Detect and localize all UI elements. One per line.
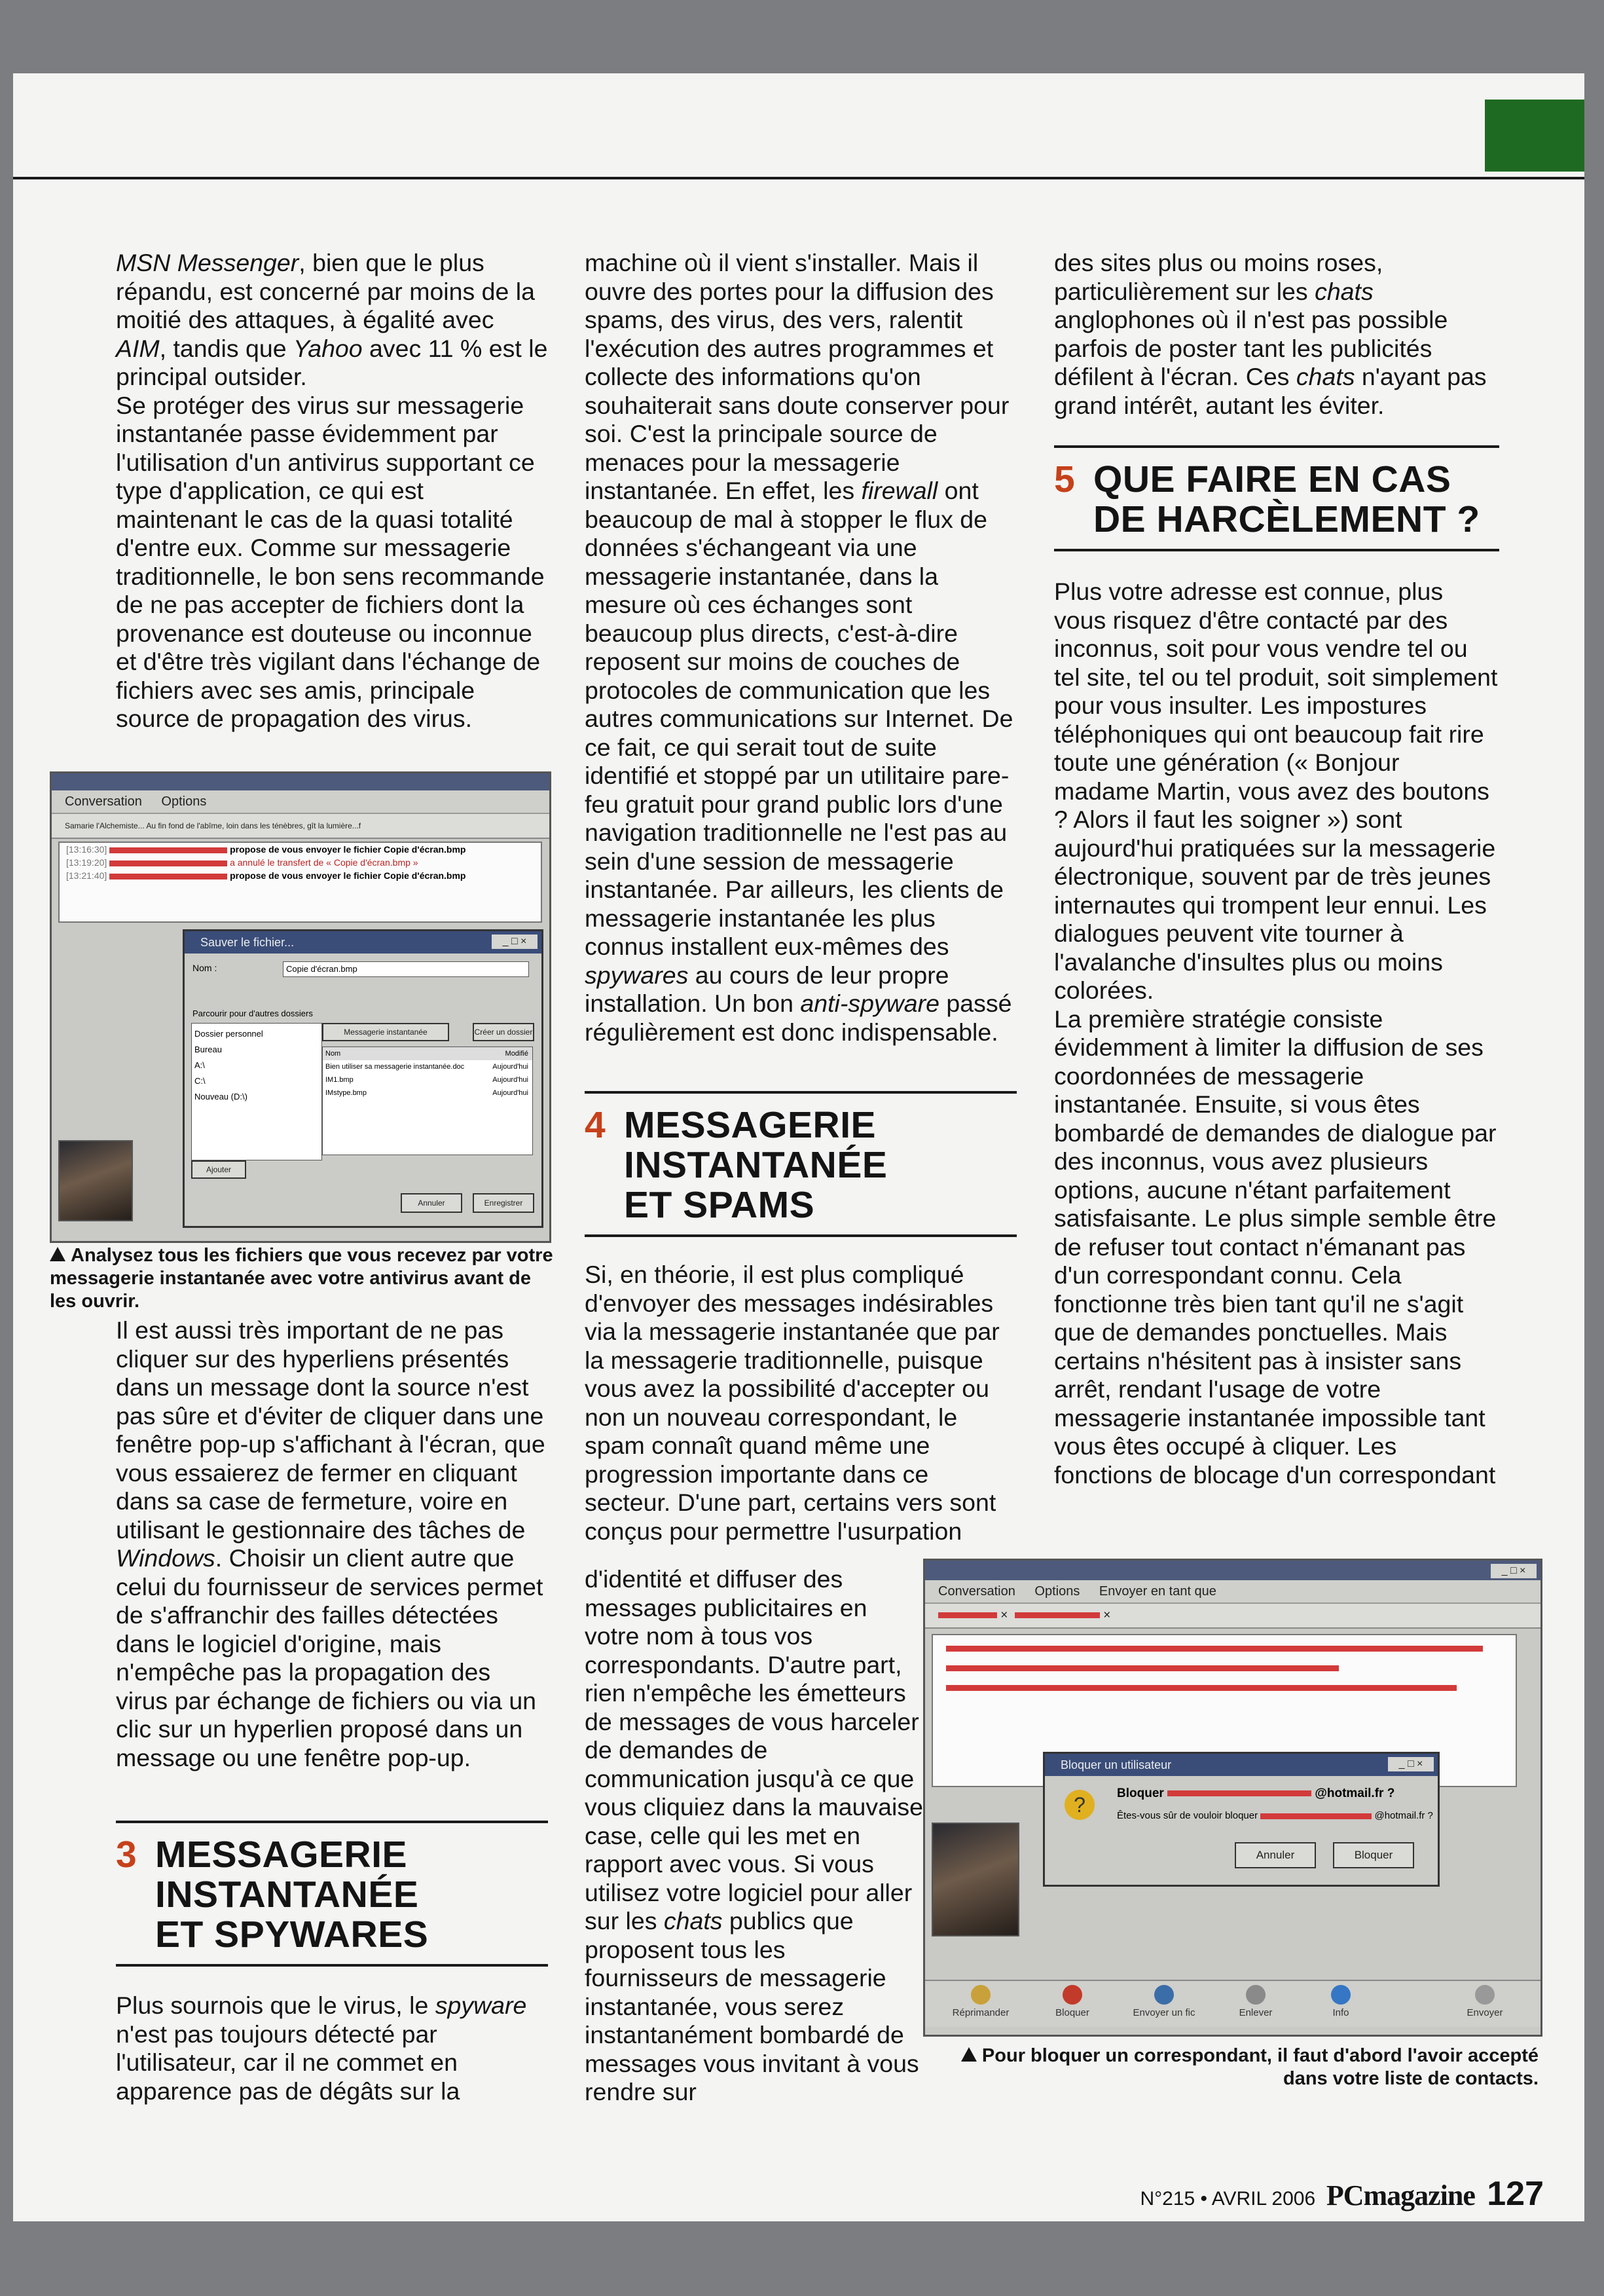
conversation-tab-label: Samarie l'Alchemiste... Au fin fond de l'abîme, loin dans les ténèbres, gît la lumière...f — [65, 821, 361, 830]
screenshot2-toolbar — [925, 1980, 1540, 2027]
remove-icon[interactable]: Enlever — [1220, 1985, 1292, 2018]
block-icon[interactable]: Bloquer — [1036, 1985, 1108, 2018]
section-4-top-rule — [585, 1091, 1017, 1094]
screenshot1-chat-log — [58, 842, 542, 923]
file-list-header: Nom Modifié — [323, 1047, 532, 1060]
section-title: QUE FAIRE EN CAS DE HARCÈLEMENT ? — [1093, 458, 1480, 540]
screenshot2-menu — [925, 1580, 1540, 1604]
caption-screenshot-2: Pour bloquer un correspondant, il faut d'abord l'avoir accepté dans votre liste de contacts. — [949, 2045, 1539, 2090]
block-question: Êtes-vous sûr de vouloir bloquer @hotmail.fr ? — [1117, 1810, 1433, 1821]
column-1 — [116, 249, 548, 733]
column-2 — [585, 249, 1017, 1046]
save-dialog-titlebar: Sauver le fichier... _ □ × — [185, 931, 541, 954]
block-user-dialog — [1043, 1752, 1440, 1887]
col1-intro: MSN Messenger, bien que le plus répandu, est concerné par moins de la moitié des attaques, à égalité avec AIM, tandis que Yahoo avec 11 % est le principal outsider. Se protéger des virus sur messagerie instantanée passe évidemment par l'utilisation d'un antivirus supportant ce type d'application, ce qui est maintenant le cas de la quasi totalité d'entre eux. Comme sur messagerie traditionnelle, le bon sens recommande de ne pas accepter de fichiers dont la provenance est douteuse ou inconnue et d'être très vigilant dans l'échange de fichiers avec ses amis, principale source de propagation des virus. — [116, 249, 548, 732]
chat-line: [13:19:20] a annulé le transfert de « Copie d'écran.bmp » — [66, 857, 418, 868]
menu-conversation[interactable]: Conversation — [65, 794, 142, 809]
block-button[interactable]: Bloquer — [1333, 1842, 1414, 1868]
issue-date: N°215 • AVRIL 2006 — [1140, 2188, 1316, 2210]
chat-line: [13:16:30] propose de vous envoyer le fichier Copie d'écran.bmp — [66, 844, 466, 855]
section-5-bottom-rule — [1054, 549, 1499, 551]
info-icon[interactable]: Info — [1305, 1985, 1377, 2018]
section-4-body-b: d'identité et diffuser des messages publicitaires en votre nom à tous vos correspondants. D'autre part, rien n'empêche les émetteurs de messages de vous harceler de demandes de communication jusqu'à ce que vous cliquiez dans la mauvaise case, celle qui les met en rapport avec vous. Si vous utilisez votre logiciel pour aller sur les chats publics que proposent tous les fournisseurs de messagerie instantanée, vous serez instantanément bombardé de messages vous invitant à vous rendre sur — [585, 1565, 923, 2105]
chat-line: [13:21:40] propose de vous envoyer le fichier Copie d'écran.bmp — [66, 870, 466, 881]
save-file-dialog — [183, 929, 543, 1228]
avatar — [58, 1140, 133, 1221]
section-5-body: Plus votre adresse est connue, plus vous risquez d'être contacté par des inconnus, soit pour vous vendre tel ou tel site, tel ou tel produit, soit simplement pour vous insulter. Les impostures téléphoniques qui ont beaucoup fait rire toute une génération (« Bonjour madame Martin, vous avez des boutons ? Alors il faut les soigner ») sont aujourd'hui pratiquées sur la messagerie électronique, souvent par de très jeunes internautes qui trompent leur ennui. Les dialogues peuvent vite tourner à l'avalanche d'insultes plus ou moins colorées. La première stratégie consiste évidemment à limiter la diffusion de ses coordonnées de messagerie instantanée. Ensuite, si vous êtes bombardé de demandes de dialogue par des inconnus, vous avez plusieurs options, aucune n'étant parfaitement satisfaisante. Le plus simple semble être de refuser tout contact n'émanant pas d'un correspondant connu. Cela fonctionne très bien tant qu'il ne s'agit que de demandes ponctuelles. Mais certains n'hésitent pas à insister sans arrêt, rendant l'usage de votre messagerie instantanée impossible tant vous êtes occupé à cliquer. Les fonctions de blocage d'un correspondant — [1054, 578, 1498, 1489]
browse-folders-toggle[interactable]: Parcourir pour d'autres dossiers — [192, 1009, 313, 1018]
file-list — [322, 1046, 533, 1155]
col2-body: machine où il vient s'installer. Mais il ouvre des portes pour la diffusion des spams, des virus, des vers, ralentit l'exécution des autres programmes et collecte des informations qu'on souhaiterait sans doute conserver pour soi. C'est la principale source de menaces pour la messagerie instantanée. En effet, les firewall ont beaucoup de mal à stopper le flux de données s'échangeant via une messagerie instantanée, dans la mesure où ces échanges sont beaucoup plus directs, c'est-à-dire reposent sur moins de couches de protocoles de communication que les autres communications sur Internet. De ce fait, ce qui serait tout de suite identifié et stoppé par un utilitaire pare-feu gratuit pour grand public lors d'une navigation traditionnelle ne l'est pas au sein d'une session de messagerie instantanée. Par ailleurs, les clients de messagerie instantanée les plus connus installent eux-mêmes des spywares au cours de leur propre installation. Un bon anti-spyware passé régulièrement est donc indispensable. — [585, 249, 1013, 1046]
reprimand-icon[interactable]: Réprimander — [938, 1985, 1023, 2018]
page-footer — [1140, 2174, 1544, 2213]
screenshot1-tab[interactable] — [52, 814, 549, 839]
section-4-heading — [585, 1105, 1017, 1225]
file-row[interactable]: IM1.bmp Aujourd'hui — [325, 1076, 528, 1084]
window-controls-icon[interactable]: _ □ × — [1388, 1757, 1434, 1771]
section-5 — [1054, 445, 1499, 1489]
folder-item[interactable]: C:\ — [194, 1076, 206, 1086]
file-row[interactable]: IMstype.bmp Aujourd'hui — [325, 1089, 528, 1097]
column-3 — [1054, 249, 1499, 420]
page-number: 127 — [1487, 2175, 1544, 2213]
screenshot-block-user — [923, 1559, 1542, 2037]
screenshot2-titlebar — [925, 1561, 1540, 1580]
section-number: 3 — [116, 1834, 137, 1876]
caption-screenshot-1: Analysez tous les fichiers que vous recevez par votre messagerie instantanée avec votre antivirus avant de les ouvrir. — [50, 1245, 553, 1312]
magazine-page — [13, 73, 1584, 2221]
section-4-bottom-rule — [585, 1234, 1017, 1237]
name-label: Nom : — [192, 963, 217, 973]
section-4-continued — [585, 1565, 925, 2107]
folder-item[interactable]: A:\ — [194, 1060, 205, 1070]
block-label: Bloquer @hotmail.fr ? — [1117, 1787, 1395, 1800]
section-number: 5 — [1054, 458, 1076, 500]
section-3-body: Plus sournois que le virus, le spyware n'est pas toujours détecté par l'utilisateur, car il ne commet en apparence pas de dégâts sur la — [116, 1991, 527, 2105]
column-1-lower — [116, 1316, 548, 1772]
window-controls-icon[interactable]: _ □ × — [1491, 1564, 1537, 1578]
menu-options[interactable]: Options — [1034, 1584, 1080, 1599]
path-button[interactable]: Messagerie instantanée — [322, 1023, 449, 1041]
col3-body: des sites plus ou moins roses, particulièrement sur les chats anglophones où il n'est pas possible parfois de poster tant les publicités défilent à l'écran. Ces chats n'ayant pas grand intérêt, autant les éviter. — [1054, 249, 1487, 419]
menu-conversation[interactable]: Conversation — [938, 1584, 1015, 1599]
window-controls-icon[interactable]: _ □ × — [492, 935, 538, 949]
header-rule — [13, 177, 1584, 179]
cancel-button[interactable]: Annuler — [401, 1193, 462, 1213]
section-3-bottom-rule — [116, 1964, 548, 1967]
section-title: MESSAGERIE INSTANTANÉE ET SPYWARES — [155, 1834, 429, 1955]
block-dialog-titlebar: Bloquer un utilisateur _ □ × — [1045, 1754, 1438, 1776]
send-icon[interactable]: Envoyer — [1449, 1985, 1521, 2018]
section-4 — [585, 1091, 1017, 1546]
folder-item[interactable]: Dossier personnel — [194, 1029, 263, 1039]
screenshot2-tabs: × × — [925, 1604, 1540, 1629]
folder-list — [191, 1023, 322, 1160]
filename-input[interactable]: Copie d'écran.bmp — [283, 961, 529, 977]
cancel-button[interactable]: Annuler — [1235, 1842, 1316, 1868]
avatar — [932, 1823, 1019, 1936]
question-icon: ? — [1065, 1790, 1095, 1820]
screenshot1-titlebar — [52, 773, 549, 790]
menu-options[interactable]: Options — [161, 794, 207, 809]
section-5-heading — [1054, 460, 1499, 540]
screenshot1-menu — [52, 790, 549, 814]
magazine-logo: PCmagazine — [1326, 2179, 1475, 2212]
folder-item[interactable]: Bureau — [194, 1045, 222, 1054]
section-number: 4 — [585, 1104, 606, 1146]
caption-triangle-icon — [961, 2047, 977, 2062]
section-3-top-rule — [116, 1821, 548, 1823]
create-folder-button[interactable]: Créer un dossier — [473, 1023, 534, 1041]
file-row[interactable]: Bien utiliser sa messagerie instantanée.doc Aujourd'hui — [323, 1060, 532, 1073]
col1-body2: Il est aussi très important de ne pas cliquer sur des hyperliens présentés dans un message dont la source n'est pas sûre et d'éviter de cliquer dans une fenêtre pop-up s'affichant à l'écran, que vous essaierez de fermer en cliquant dans sa case de fermeture, voire en utilisant le gestionnaire des tâches de Windows. Choisir un client autre que celui du fournisseur de services permet de s'affranchir des failles détectées dans le logiciel d'origine, mais n'empêche pas la propagation des virus par échange de fichiers ou via un clic sur un hyperlien proposé dans un message ou une fenêtre pop-up. — [116, 1316, 545, 1771]
section-title: MESSAGERIE INSTANTANÉE ET SPAMS — [624, 1104, 888, 1226]
add-button[interactable]: Ajouter — [191, 1160, 246, 1179]
section-4-body-a: Si, en théorie, il est plus compliqué d'envoyer des messages indésirables via la messagerie instantanée que par la messagerie traditionnelle, puisque vous avez la possibilité d'accepter ou non un nouveau correspondant, le spam connaît quand même une progression importante dans ce secteur. D'une part, certains vers sont conçus pour permettre l'usurpation — [585, 1261, 1000, 1545]
caption-triangle-icon — [50, 1247, 65, 1261]
save-button[interactable]: Enregistrer — [473, 1193, 534, 1213]
folder-item[interactable]: Nouveau (D:\) — [194, 1092, 247, 1102]
section-color-tab — [1485, 100, 1584, 172]
section-3-heading — [116, 1835, 548, 1955]
send-file-icon[interactable]: Envoyer un fic — [1121, 1985, 1207, 2018]
section-3 — [116, 1821, 548, 2105]
menu-send-as[interactable]: Envoyer en tant que — [1099, 1584, 1216, 1599]
screenshot-file-transfer — [50, 771, 551, 1243]
section-5-top-rule — [1054, 445, 1499, 448]
